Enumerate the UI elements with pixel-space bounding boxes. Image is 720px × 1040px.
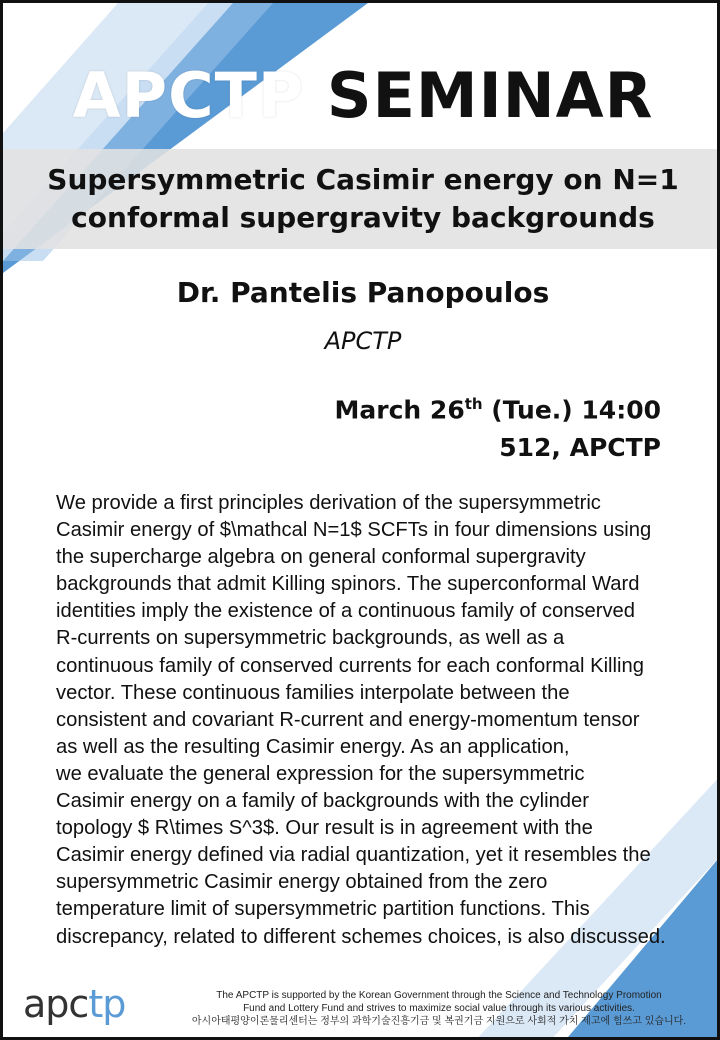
footer-line: The APCTP is supported by the Korean Government through the Science and Technology Promotion	[216, 990, 662, 1001]
abstract-line: Casimir energy on a family of backgrounds with the cylinder	[56, 790, 589, 813]
abstract-line: consistent and covariant R-current and energy-momentum tensor	[56, 708, 640, 731]
logo-text-light: tp	[88, 982, 126, 1026]
abstract-line: vector. These continuous families interpolate between the	[56, 681, 570, 704]
abstract-line: discrepancy, related to different schemes choices, is also discussed.	[56, 925, 666, 948]
abstract-line: as well as the resulting Casimir energy. As an application,	[56, 735, 570, 758]
abstract-line: We provide a first principles derivation of the supersymmetric	[56, 492, 601, 514]
abstract-line: R-currents on supersymmetric backgrounds, as well as a	[56, 627, 565, 650]
abstract-line: we evaluate the general expression for the supersymmetric	[56, 762, 585, 785]
talk-title-banner	[3, 149, 720, 249]
date-rest: (Tue.) 14:00	[482, 395, 661, 425]
abstract-line: topology $ R\times S^3$. Our result is in agreement with the	[56, 817, 593, 840]
abstract-line: the supercharge algebra on general conformal supergravity	[56, 546, 586, 569]
seminar-datetime	[335, 387, 661, 427]
date-suffix: th	[464, 395, 483, 413]
header-apctp: APCTP	[72, 59, 305, 132]
footer-support-note	[163, 989, 715, 1028]
seminar-venue: 512, APCTP	[499, 433, 661, 462]
talk-title: Supersymmetric Casimir energy on N=1 conformal supergravity backgrounds	[47, 163, 679, 234]
abstract-line: Casimir energy of $\mathcal N=1$ SCFTs in four dimensions using	[56, 519, 652, 542]
speaker-name: Dr. Pantelis Panopoulos	[176, 276, 550, 309]
header-seminar: SEMINAR	[304, 59, 654, 132]
abstract-line: backgrounds that admit Killing spinors. The superconformal Ward	[56, 573, 640, 596]
seminar-header	[3, 61, 720, 131]
abstract	[56, 490, 684, 951]
abstract-line: Casimir energy defined via radial quantization, yet it resembles the	[56, 844, 651, 867]
footer-line: 아시아태평양이론물리센터는 정부의 과학기술진흥기금 및 복권기금 지원으로 사회적 가치 제고에 힘쓰고 있습니다.	[191, 1016, 687, 1027]
footer-line: Fund and Lottery Fund and strives to maximize social value through its various activities.	[243, 1003, 635, 1014]
abstract-line: temperature limit of supersymmetric partition functions. This	[56, 898, 590, 921]
svg-text:apctp	[23, 982, 125, 1026]
abstract-line: continuous family of conserved currents for each conformal Killing	[56, 654, 644, 677]
speaker-affiliation: APCTP	[324, 327, 402, 355]
date-main: March 26	[334, 395, 465, 425]
abstract-line: supersymmetric Casimir energy obtained from the zero	[56, 871, 548, 894]
apctp-logo	[23, 979, 153, 1029]
logo-text-dark: apc	[23, 982, 89, 1026]
abstract-line: identities imply the existence of a continuous family of conserved	[56, 600, 636, 623]
